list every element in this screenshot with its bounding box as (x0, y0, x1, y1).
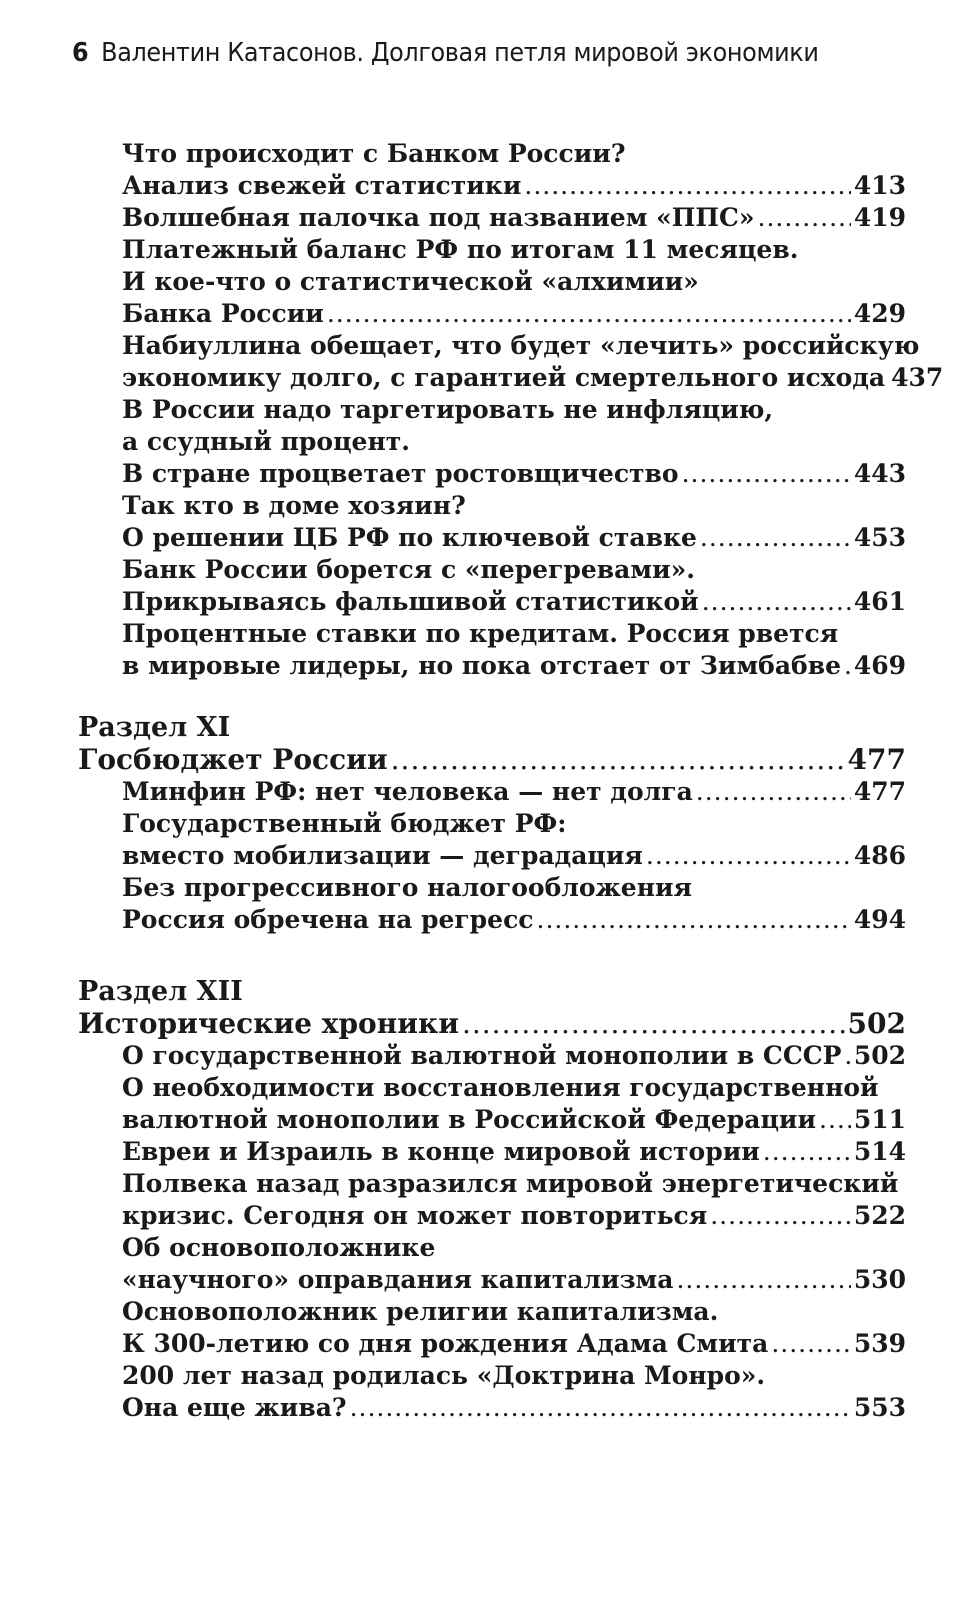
toc-page-number: 539 (853, 1329, 906, 1358)
toc-page-number: 461 (853, 587, 906, 616)
toc-section-11 (0, 712, 971, 936)
section-label: Раздел XI (78, 712, 231, 743)
page-number: 6 (72, 38, 89, 68)
toc-entry: Волшебная палочка под названием «ППС» ..... 419 (0, 202, 906, 234)
toc-block-1 (0, 138, 971, 682)
toc-line: И кое-что о статистической «алхимии» (122, 267, 699, 296)
toc-entry: Прикрываясь фальшивой статистикой ..... 461 (0, 586, 906, 618)
toc-page-number: 413 (853, 171, 906, 200)
toc-entry: в мировые лидеры, но пока отстает от Зимбабве ..... 469 (0, 650, 906, 682)
toc-entry: вместо мобилизации — деградация ..... 486 (0, 840, 906, 872)
toc-line: Государственный бюджет РФ: (122, 809, 567, 838)
toc-page-number: 443 (853, 459, 906, 488)
toc-entry: Минфин РФ: нет человека — нет долга ..... 477 (0, 776, 906, 808)
section-page-number: 477 (847, 743, 906, 776)
toc-page-number: 530 (853, 1265, 906, 1294)
toc-page-number: 511 (853, 1105, 906, 1134)
toc-line: Банк России борется с «перегревами». (122, 555, 695, 584)
toc-page-number: 453 (853, 523, 906, 552)
toc-page-number: 437 (891, 363, 944, 392)
toc-line: Платежный баланс РФ по итогам 11 месяцев. (122, 235, 799, 264)
toc-line: Так кто в доме хозяин? (122, 491, 466, 520)
toc-page-number: 514 (853, 1137, 906, 1166)
section-label: Раздел XII (78, 976, 243, 1007)
toc-line: Полвека назад разразился мировой энергетический (122, 1169, 899, 1198)
toc-line: Процентные ставки по кредитам. Россия рвется (122, 619, 839, 648)
toc-page-number: 419 (853, 203, 906, 232)
toc-page-number: 494 (853, 905, 906, 934)
toc-page-number: 553 (853, 1393, 906, 1422)
toc-line: Об основоположнике (122, 1233, 436, 1262)
section-title: Исторические хроники ..... 502 (0, 1008, 906, 1040)
toc-entry: Банка России ..... 429 (0, 298, 906, 330)
toc-line: Без прогрессивного налогообложения (122, 873, 693, 902)
toc-line: Основоположник религии капитализма. (122, 1297, 719, 1326)
toc-entry: «научного» оправдания капитализма ..... 530 (0, 1264, 906, 1296)
toc-entry: экономику долго, с гарантией смертельного исхода 437 (122, 363, 944, 392)
running-title: Валентин Катасонов. Долговая петля мировой экономики (101, 38, 819, 68)
toc-line: В России надо таргетировать не инфляцию, (122, 395, 774, 424)
toc-page-number: 469 (853, 651, 906, 680)
section-title: Госбюджет России ..... 477 (0, 744, 906, 776)
toc-page-number: 486 (853, 841, 906, 870)
toc-entry: Анализ свежей статистики ..... 413 (0, 170, 906, 202)
toc-line: 200 лет назад родилась «Доктрина Монро». (122, 1361, 766, 1390)
toc-line: Что происходит с Банком России? (122, 139, 626, 168)
toc-page-number: 522 (853, 1201, 906, 1230)
toc-line: а ссудный процент. (122, 427, 410, 456)
toc-entry: Евреи и Израиль в конце мировой истории ..... 514 (0, 1136, 906, 1168)
toc-entry: Россия обречена на регресс ..... 494 (0, 904, 906, 936)
toc-entry: кризис. Сегодня он может повториться ..... 522 (0, 1200, 906, 1232)
toc-entry: Она еще жива? ..... 553 (0, 1392, 906, 1424)
toc-line: Набиуллина обещает, что будет «лечить» российскую (122, 331, 920, 360)
section-page-number: 502 (847, 1007, 906, 1040)
running-header (72, 38, 819, 68)
toc-entry: К 300-летию со дня рождения Адама Смита ..... 539 (0, 1328, 906, 1360)
toc-entry: О государственной валютной монополии в СССР ..... 502 (0, 1040, 906, 1072)
toc-page-number: 429 (853, 299, 906, 328)
toc-page-number: 502 (853, 1041, 906, 1070)
toc-section-12 (0, 976, 971, 1424)
toc-line: О необходимости восстановления государственной (122, 1073, 879, 1102)
toc-entry: валютной монополии в Российской Федерации ..... 511 (0, 1104, 906, 1136)
toc-page-number: 477 (853, 777, 906, 806)
toc-entry: В стране процветает ростовщичество ..... 443 (0, 458, 906, 490)
toc-entry: О решении ЦБ РФ по ключевой ставке ..... 453 (0, 522, 906, 554)
